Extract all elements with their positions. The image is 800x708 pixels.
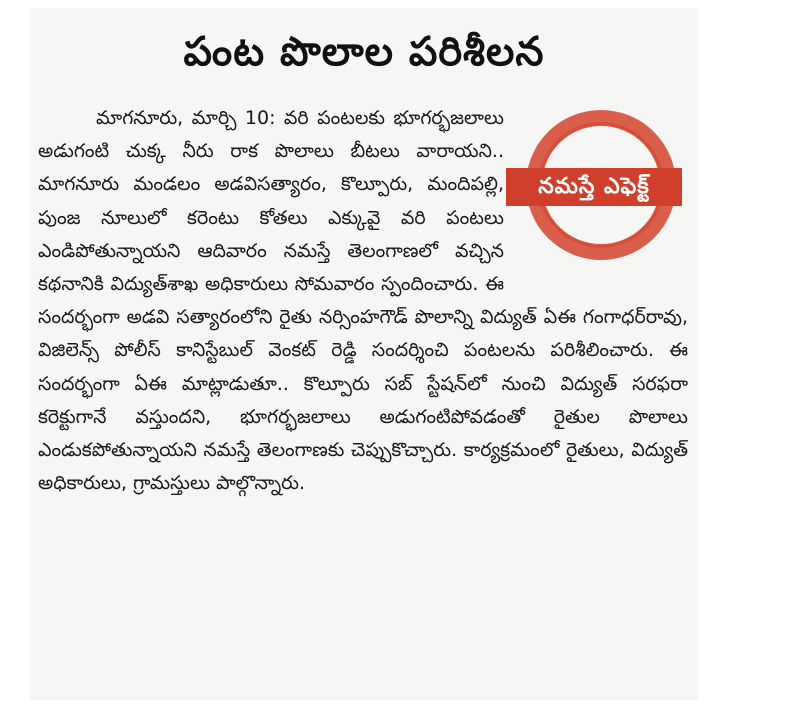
stamp-label: నమస్తే ఎఫెక్ట్ [506,168,682,206]
stamp-space [516,102,696,272]
headline: పంట పొలాల పరిశీలన [183,29,545,75]
newspaper-clipping [30,8,698,700]
article-paragraph: మాగనూరు, మార్చి 10: వరి పంటలకు భూగర్భజలాలు అడుగంటి చుక్క నీరు రాక పొలాలు బీటలు వారాయని.. మాగనూరు మండలం అడవిసత్యారం, కొల్పూరు, మందిపల్లి, పుంజ నూలులో కరెంటు కోతలు ఎక్కువై వరి పంటలు ఎండిపోతున్నాయని ఆదివారం నమస్తే తెలంగాణలో వచ్చిన కథనానికి విద్యుత్‌శాఖ అధికారులు సోమవారం స్పందించారు. ఈ సందర్భంగా అడవి సత్యారంలోని రైతు నర్సింహగౌడ్ పొలాన్ని విద్యుత్ ఏఈ గంగాధర్‌రావు, విజిలెన్స్ పోలీస్ కానిస్టేబుల్ వెంకట్ రెడ్డి సందర్శించి పంటలను పరిశీలించారు. ఈ సందర్భంగా ఏఈ మాట్లాడుతూ.. కొల్పూరు సబ్ స్టేషన్‌లో నుంచి విద్యుత్ సరఫరా కరెక్టుగానే వస్తుందని, భూగర్భజలాలు అడుగంటిపోవడంతో రైతుల పొలాలు ఎండుకపోతున్నాయని నమస్తే తెలంగాణకు చెప్పుకొచ్చారు. కార్యక్రమంలో రైతులు, విద్యుత్ అధికారులు, గ్రామస్తులు పాల్గొన్నారు. [38,107,688,495]
article-body [38,102,688,500]
